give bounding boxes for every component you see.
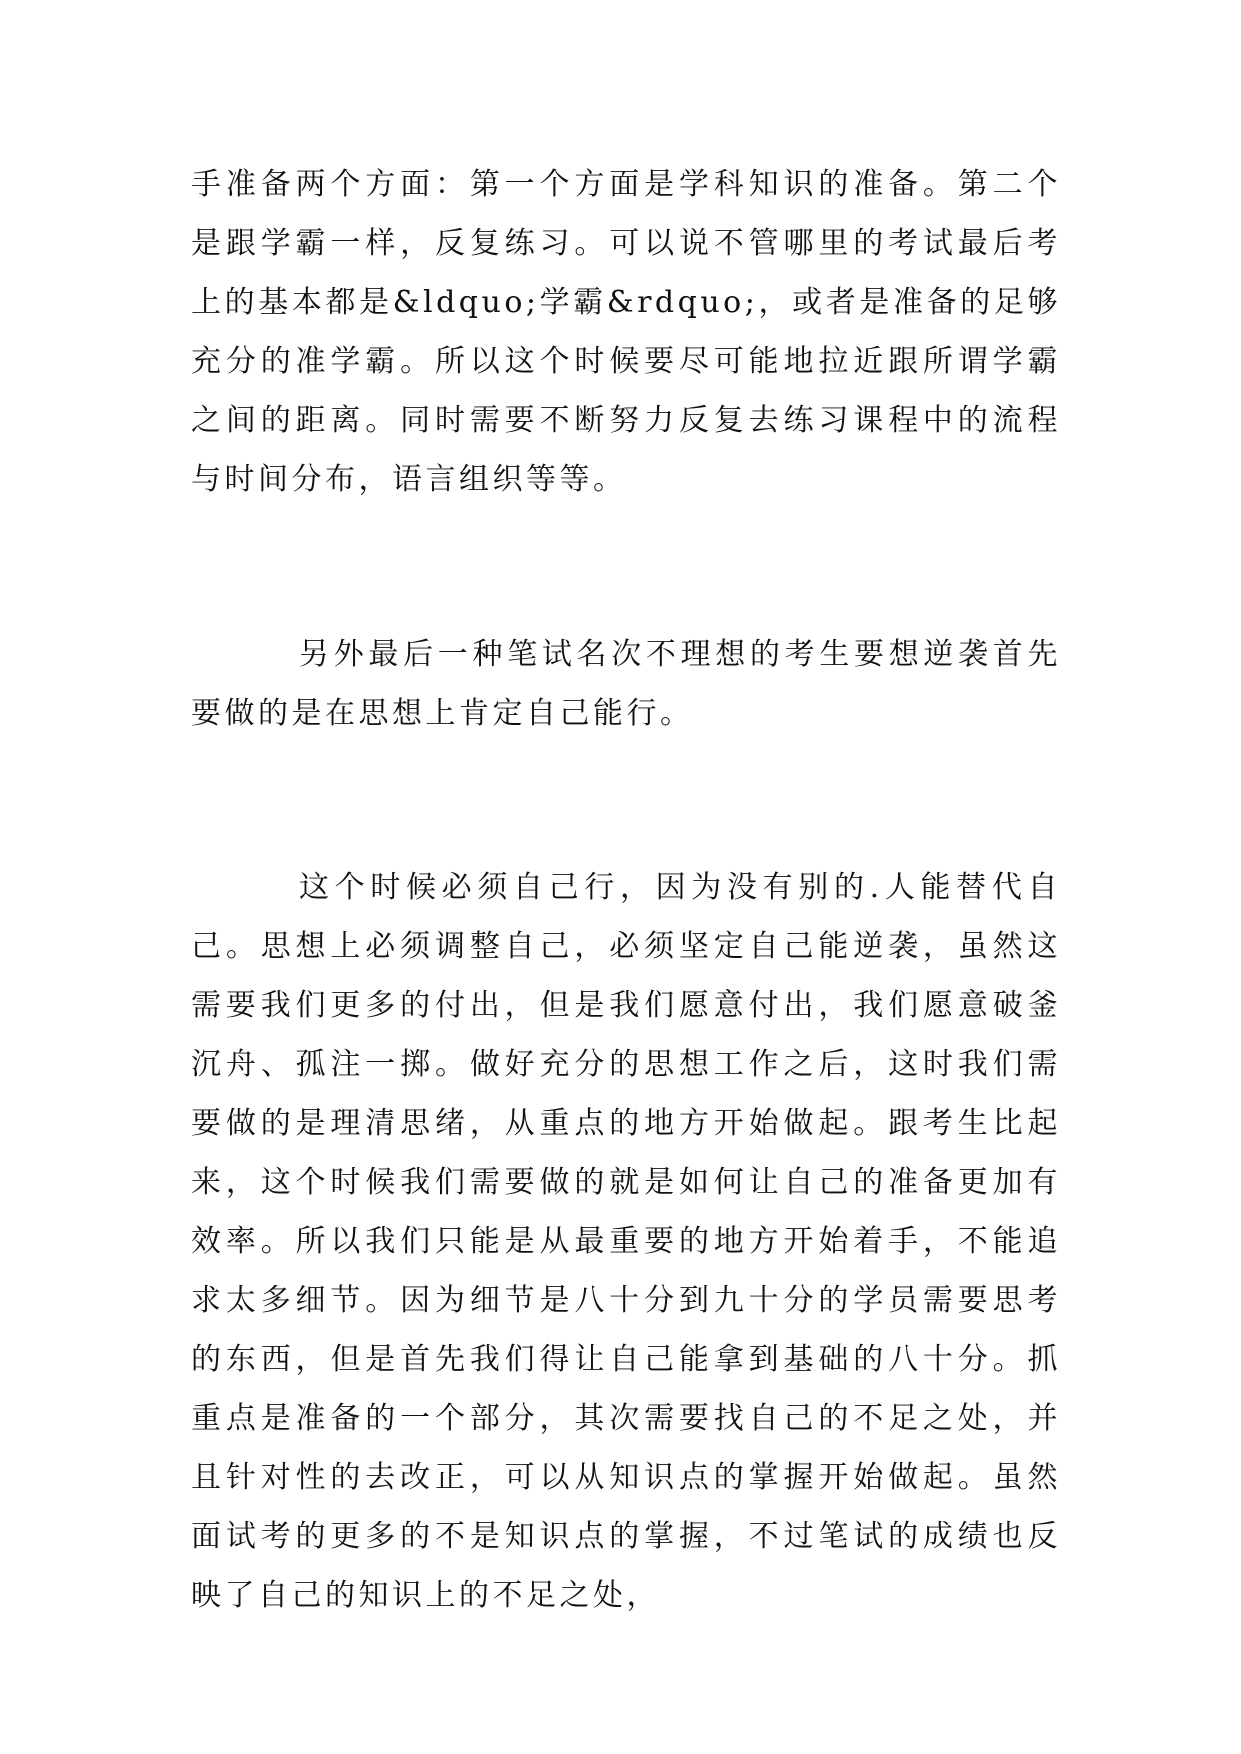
paragraph-2: 另外最后一种笔试名次不理想的考生要想逆袭首先要做的是在思想上肯定自己能行。 [191, 637, 1061, 731]
paragraph-3: 这个时候必须自己行，因为没有别的.人能替代自己。思想上必须调整自己，必须坚定自己能逆袭，虽然这需要我们更多的付出，但是我们愿意付出，我们愿意破釜沉舟、孤注一掷。做好充分的思想工作之后，这时我们需要做的是理清思绪，从重点的地方开始做起。跟考生比起来，这个时候我们需要做的就是如何让自己的准备更加有效率。所以我们只能是从最重要的地方开始着手，不能追求太多细节。因为细节是八十分到九十分的学员需要思考的东西，但是首先我们得让自己能拿到基础的八十分。抓重点是准备的一个部分，其次需要找自己的不足之处，并且针对性的去改正，可以从知识点的掌握开始做起。虽然面试考的更多的不是知识点的掌握，不过笔试的成绩也反映了自己的知识上的不足之处， [191, 870, 1061, 1613]
paragraph-1: 手准备两个方面：第一个方面是学科知识的准备。第二个是跟学霸一样，反复练习。可以说不管哪里的考试最后考上的基本都是&ldquo;学霸&rdquo;，或者是准备的足够充分的准学霸。所以这个时候要尽可能地拉近跟所谓学霸之间的距离。同时需要不断努力反复去练习课程中的流程与时间分布，语言组织等等。 [191, 167, 1061, 497]
